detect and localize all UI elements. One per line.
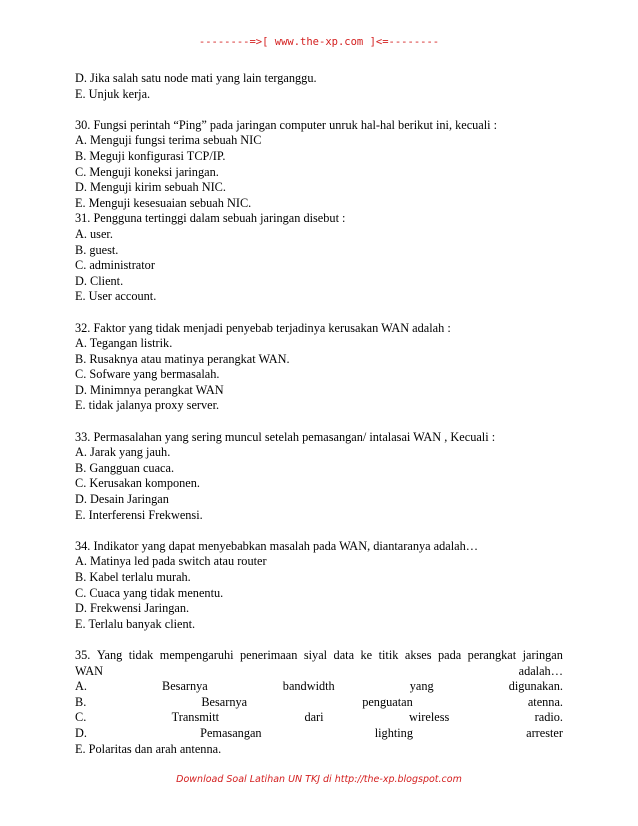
word: Besarnya bbox=[201, 694, 248, 709]
page-footer-link: Download Soal Latihan UN TKJ di http://the-xp.blogspot.com bbox=[176, 774, 462, 785]
option: D. Minimnya perangkat WAN bbox=[75, 382, 224, 397]
option: C. Sofware yang bermasalah. bbox=[75, 367, 220, 382]
word: data bbox=[333, 647, 355, 662]
word: perangkat bbox=[467, 647, 517, 662]
word: wireless bbox=[408, 710, 450, 725]
question-34 bbox=[75, 539, 563, 633]
word: lighting bbox=[374, 725, 413, 740]
option: E. User account. bbox=[75, 289, 157, 304]
word: atenna. bbox=[527, 694, 563, 709]
question-text: 34. Indikator yang dapat menyebabkan masalah pada WAN, diantaranya adalah… bbox=[75, 538, 479, 553]
option-c bbox=[75, 710, 563, 726]
word: penguatan bbox=[362, 694, 413, 709]
option-a bbox=[75, 679, 563, 695]
word: ke bbox=[360, 647, 373, 662]
question-text-line-1 bbox=[75, 648, 563, 664]
question-text: 32. Faktor yang tidak menjadi penyebab terjadinya kerusakan WAN adalah : bbox=[75, 320, 451, 335]
option: A. Jarak yang jauh. bbox=[75, 445, 171, 460]
option: C. Kerusakan komponen. bbox=[75, 476, 200, 491]
page-header-watermark: --------=>[ www.the-xp.com ]<=-------- bbox=[198, 36, 440, 48]
word: WAN bbox=[75, 663, 104, 678]
option: E. tidak jalanya proxy server. bbox=[75, 398, 220, 413]
option: D. Client. bbox=[75, 273, 124, 288]
q29-option-d: D. Jika salah satu node mati yang lain terganggu. bbox=[75, 71, 317, 85]
option: B. guest. bbox=[75, 242, 119, 257]
word: dari bbox=[304, 710, 324, 725]
option: B. Rusaknya atau matinya perangkat WAN. bbox=[75, 351, 290, 366]
option: D. Desain Jaringan bbox=[75, 492, 169, 507]
option-e: E. Polaritas dan arah antenna. bbox=[75, 741, 222, 756]
question-text: 31. Pengguna tertinggi dalam sebuah jaringan disebut : bbox=[75, 211, 346, 226]
option: C. administrator bbox=[75, 258, 155, 273]
word: bandwidth bbox=[282, 679, 335, 694]
word: mempengaruhi bbox=[159, 647, 234, 662]
word: akses bbox=[404, 647, 432, 662]
option: A. user. bbox=[75, 226, 113, 241]
option-d bbox=[75, 726, 563, 742]
option: B. Gangguan cuaca. bbox=[75, 460, 175, 475]
word: jaringan bbox=[522, 647, 563, 662]
word: Besarnya bbox=[162, 679, 208, 694]
question-text-line-2 bbox=[75, 664, 563, 680]
word: siyal bbox=[303, 647, 328, 662]
word: Pemasangan bbox=[200, 725, 262, 740]
word: A. bbox=[75, 679, 87, 694]
word: digunakan. bbox=[508, 679, 563, 694]
question-text: 33. Permasalahan yang sering muncul setelah pemasangan/ intalasai WAN , Kecuali : bbox=[75, 429, 496, 444]
option-b bbox=[75, 695, 563, 711]
word: D. bbox=[75, 725, 87, 740]
exam-content bbox=[75, 71, 563, 757]
word: 35. bbox=[75, 647, 91, 662]
option: C. Cuaca yang tidak menentu. bbox=[75, 585, 224, 600]
word: penerimaan bbox=[240, 647, 298, 662]
word: tidak bbox=[128, 647, 154, 662]
word: arrester bbox=[526, 725, 563, 740]
word: B. bbox=[75, 694, 87, 709]
word: pada bbox=[437, 647, 462, 662]
option: E. Interferensi Frekwensi. bbox=[75, 507, 203, 522]
option: D. Menguji kirim sebuah NIC. bbox=[75, 180, 226, 195]
word: Transmitt bbox=[171, 710, 220, 725]
option: A. Menguji fungsi terima sebuah NIC bbox=[75, 133, 262, 148]
option: C. Menguji koneksi jaringan. bbox=[75, 164, 219, 179]
question-33 bbox=[75, 430, 563, 524]
word: yang bbox=[409, 679, 434, 694]
q29-option-e: E. Unjuk kerja. bbox=[75, 86, 151, 101]
question-32 bbox=[75, 321, 563, 415]
word: C. bbox=[75, 710, 87, 725]
question-text: 30. Fungsi perintah “Ping” pada jaringan computer unruk hal-hal berikut ini, kecuali : bbox=[75, 117, 498, 132]
option: B. Meguji konfigurasi TCP/IP. bbox=[75, 148, 226, 163]
option: D. Frekwensi Jaringan. bbox=[75, 601, 190, 616]
word: adalah… bbox=[518, 663, 563, 678]
word: radio. bbox=[534, 710, 563, 725]
option: E. Menguji kesesuaian sebuah NIC. bbox=[75, 195, 252, 210]
option: A. Tegangan listrik. bbox=[75, 336, 173, 351]
question-30 bbox=[75, 118, 563, 212]
word: Yang bbox=[96, 647, 123, 662]
word: titik bbox=[378, 647, 399, 662]
option: B. Kabel terlalu murah. bbox=[75, 570, 191, 584]
question-35 bbox=[75, 648, 563, 757]
option: E. Terlalu banyak client. bbox=[75, 616, 196, 631]
question-31 bbox=[75, 211, 563, 305]
option: A. Matinya led pada switch atau router bbox=[75, 554, 267, 569]
